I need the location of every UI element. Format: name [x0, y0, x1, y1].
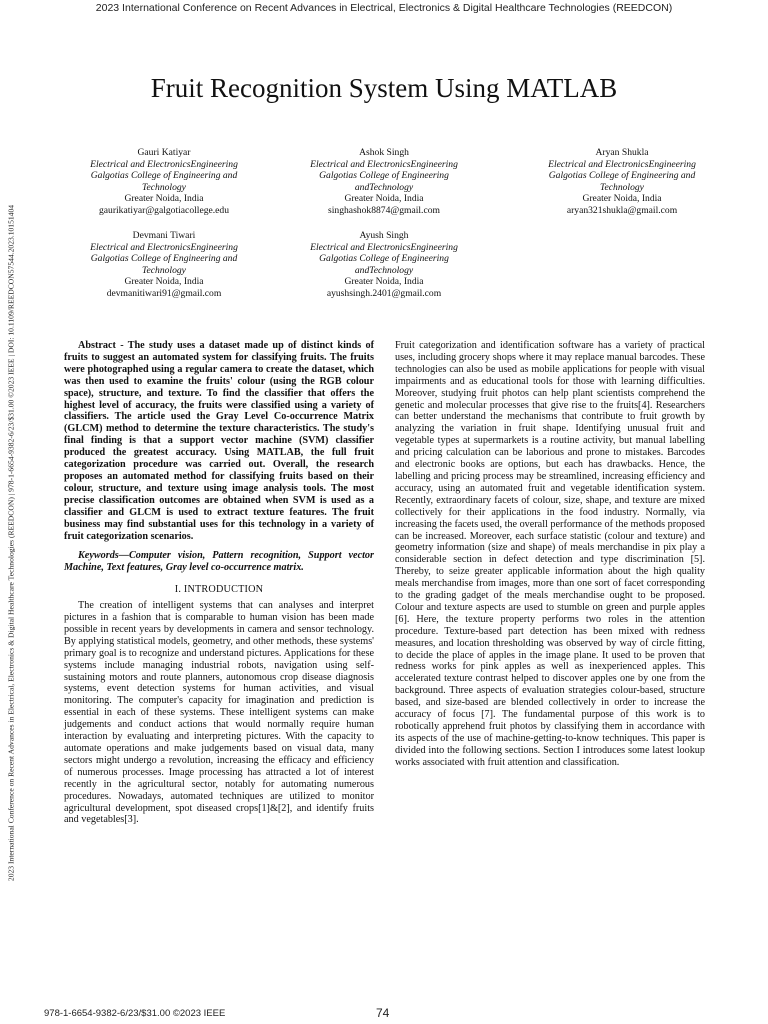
- author-email: devmanitiwari91@gmail.com: [106, 287, 222, 299]
- author-affiliation: Galgotias College of Engineering and: [90, 170, 238, 182]
- author-block: [64, 147, 264, 217]
- author-affiliation: Technology: [142, 264, 186, 276]
- side-margin-doi: [0, 78, 22, 1008]
- author-block: [284, 230, 484, 300]
- author-city: Greater Noida, India: [344, 193, 424, 205]
- author-block: [64, 230, 264, 300]
- abstract-text: Abstract - The study uses a dataset made up of distinct kinds of fruits to suggest an automated system for classifying fruits. The fruits were photographed using a regular camera to create the dataset, which was then used to examine the fruits' colour (using the RGB colour space), structure, and texture. To find the classifier that offers the highest level of accuracy, the fruits were classified using a variety of classifiers. The article used the Gray Level Co-occurrence Matrix (GLCM) method to determine the texture characteristics. The study's final finding is that a support vector machine (SVM) classifier produced the greatest accuracy. Using MATLAB, the full fruit categorization procedure was carried out. Overall, the research proposes an automated method for classifying fruits based on their colour, structure, and texture using image analysis tools. The most precise classification outcomes are obtained when SVM is used as a classifier and GLCM is used to extract texture features. The fruit business may find substantial uses for this technology in a variety of fruit categorization scenarios.: [64, 340, 374, 542]
- author-affiliation: Galgotias College of Engineering: [319, 253, 449, 265]
- author-city: Greater Noida, India: [344, 276, 424, 288]
- author-name: Aryan Shukla: [595, 147, 649, 158]
- author-city: Greater Noida, India: [582, 193, 662, 205]
- author-affiliation: Galgotias College of Engineering: [319, 170, 449, 182]
- conference-header: 2023 International Conference on Recent Advances in Electrical, Electronics & Digital Healthcare Technologies (REEDCON): [95, 2, 673, 14]
- section-heading-introduction: I. INTRODUCTION: [174, 584, 264, 596]
- author-affiliation: Electrical and ElectronicsEngineering: [90, 158, 238, 170]
- keywords-text: Keywords—Computer vision, Pattern recognition, Support vector Machine, Text features, Gray level co-occurrence matrix.: [64, 550, 374, 574]
- page-number: 74: [376, 1006, 390, 1020]
- author-affiliation: Electrical and ElectronicsEngineering: [90, 241, 238, 253]
- author-email: ayushsingh.2401@gmail.com: [326, 287, 442, 299]
- author-affiliation: Galgotias College of Engineering and: [548, 170, 696, 182]
- author-affiliation: Technology: [142, 181, 186, 193]
- author-city: Greater Noida, India: [124, 276, 204, 288]
- author-name: Gauri Katiyar: [137, 147, 191, 158]
- author-email: singhashok8874@gmail.com: [328, 204, 440, 216]
- author-block: [522, 147, 722, 217]
- introduction-paragraph: The creation of intelligent systems that can analyses and interpret pictures in a fashion that is comparable to human vision has been made possible in recent years by developments in camera and sensor technology. By applying statistical models, geometry, and other methods, these systems' primary goal is to recognize and understand pictures. Applications for these systems include managing industrial robots, navigation using self-sustaining motors and route planners, autonomous crop disease diagnosis systems, event detection systems for human activities, and visual monitoring. The computer's capacity for imagination and prediction is essential in each of these systems. These intelligent systems can make judgements and conduct actions that would normally require human interaction by evaluating and interpreting pictures. With the capacity to automate operations and make judgements based on visual data, many sectors might undergo a revolution, increasing the efficacy and efficiency of numerous processes. Image processing has attracted a lot of interest recently in the agricultural sector, notably for automating numerous procedures. Nowadays, automated techniques are utilized to monitor agricultural development, spot diseased crops[1]&[2], and identify fruits and vegetables[3].: [64, 600, 374, 826]
- footer-isbn: 978-1-6654-9382-6/23/$31.00 ©2023 IEEE: [44, 1008, 226, 1019]
- author-email: aryan321shukla@gmail.com: [566, 204, 678, 216]
- author-affiliation: andTechnology: [354, 181, 414, 193]
- author-affiliation: Technology: [600, 181, 644, 193]
- author-affiliation: Electrical and ElectronicsEngineering: [310, 158, 458, 170]
- author-name: Ashok Singh: [359, 147, 409, 158]
- author-affiliation: Electrical and ElectronicsEngineering: [548, 158, 696, 170]
- author-name: Ayush Singh: [359, 230, 409, 241]
- author-affiliation: Electrical and ElectronicsEngineering: [310, 241, 458, 253]
- author-affiliation: Galgotias College of Engineering and: [90, 253, 238, 265]
- author-email: gaurikatiyar@galgotiacollege.edu: [98, 204, 230, 216]
- right-column: [395, 340, 705, 769]
- author-block: [284, 147, 484, 217]
- author-affiliation: andTechnology: [354, 264, 414, 276]
- right-column-paragraph: Fruit categorization and identification software has a variety of practical uses, including grocery shops where it may replace manual barcodes. These technologies can also be used as mobile applications for people with visual impairments and as educational tools for those with learning difficulties. Moreover, studying fruit photos can help plant scientists comprehend the genetic and molecular processes that give rise to the fruits[4]. Researchers can better understand the mechanisms that contribute to fruit growth by analyzing the variation in fruit shape. Identifying unusual fruit and vegetable types at supermarkets is a routine activity, but manual labelling and pricing calculation can be laborious and prone to mistakes. Barcodes and electronic books are options, but each has drawbacks. Hence, the labelling and pricing process may be streamlined, increasing efficiency and accuracy, using an automated fruit and vegetable identification system. Recently, extraordinary facets of colour, size, shape, and texture are mixed collectively for their applications in the food industry. Normally, via increasing the facets used, the overall performance of the methods proposed can be increased. Moreover, each surface statistic (colour and texture) and geometry information (size and shape) of meals merchandise in pix play a considerable section in defect detection and type discrimination [5]. Thereby, to seize greater applicable information about the high quality meals merchandise from images, more than one sort of facet corresponding to the grading gadget of the meals merchandise ought to be proposed. Colour and texture aspects are used to stumble on green and purple apples [6]. Here, the texture property performs two roles in the attention procedure. Texture-based part detection has been mixed with redness measures, and location thresholding was observed by way of circle fitting, to decide the place of apples in the image plane. It used to be proven that redness works for pink apples as well as inexperienced apples. This accelerated texture contrast helped to discover apples one by one from the background. Three aspects of evaluation strategies colour-based, structure based, and size-based are blended collectively in order to increase the accuracy of focus [7]. The fundamental purpose of this work is to robotically apprehend fruit photos by classifying them in accordance with its aspects of the use of machine-getting-to-know techniques. This paper is divided into the following sections. Section I introduces some latest lookup works associated with fruit attention and classification.: [395, 340, 705, 768]
- paper-title: Fruit Recognition System Using MATLAB: [150, 73, 618, 103]
- author-name: Devmani Tiwari: [132, 230, 196, 241]
- side-margin-text: 2023 International Conference on Recent Advances in Electrical, Electronics & Digital Healthcare Technologies (REEDCON) | 978-1-6654-9382-6/23/$31.00 ©2023 IEEE | DOI: 10.1109/REEDCON57544.2023.10151404: [6, 204, 16, 882]
- author-city: Greater Noida, India: [124, 193, 204, 205]
- left-column: [64, 340, 374, 826]
